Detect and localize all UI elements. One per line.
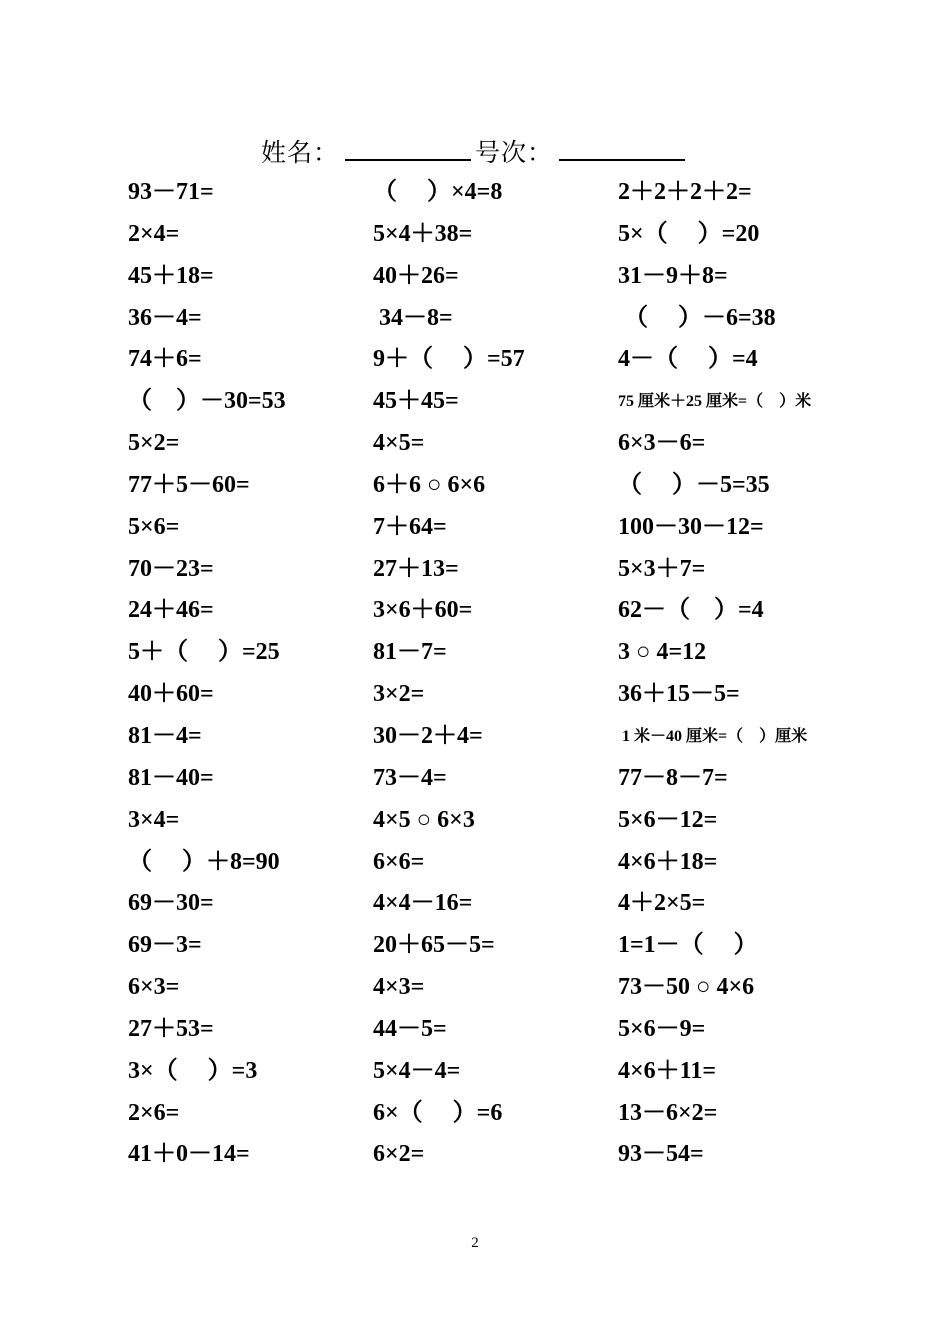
problem-cell: 81－40= xyxy=(128,764,214,791)
problem-cell: 7＋64= xyxy=(373,513,447,540)
problem-cell: 5＋（ ）=25 xyxy=(128,639,280,666)
problem-cell: （ ）－6=38 xyxy=(618,304,776,331)
problem-cell: （ ）－5=35 xyxy=(618,471,770,498)
problem-cell: 77＋5－60= xyxy=(128,471,250,498)
problem-cell: 27＋13= xyxy=(373,555,459,582)
problem-cell: 5×2= xyxy=(128,430,180,457)
problem-cell: 40＋26= xyxy=(373,262,459,289)
problem-cell: 75 厘米＋25 厘米=（ ）米 xyxy=(618,393,812,411)
problem-cell: 5×（ ）=20 xyxy=(618,220,760,247)
problem-cell: 93－54= xyxy=(618,1141,704,1168)
problem-cell: 93－71= xyxy=(128,179,214,205)
problem-cell: 3×4= xyxy=(128,806,180,833)
problem-cell: 4×5= xyxy=(373,430,425,457)
problem-cell: 5×6－9= xyxy=(618,1015,706,1042)
problem-cell: 31－9＋8= xyxy=(618,262,728,289)
problem-cell: 3×2= xyxy=(373,681,425,708)
problem-cell: 5×6－12= xyxy=(618,806,718,833)
name-blank-line[interactable] xyxy=(345,133,471,161)
problem-cell: 6×2= xyxy=(373,1141,425,1168)
problem-cell: 1 米－40 厘米=（ ）厘米 xyxy=(618,727,808,745)
problem-cell: 6＋6 ○ 6×6 xyxy=(373,471,486,498)
problem-cell: 36＋15－5= xyxy=(618,681,740,708)
problem-cell: 2×6= xyxy=(128,1099,180,1126)
problem-cell: 4×4－16= xyxy=(373,890,473,917)
problem-cell: 6×6= xyxy=(373,848,425,875)
problem-cell: 36－4= xyxy=(128,304,202,331)
problem-cell: 40＋60= xyxy=(128,681,214,708)
problem-cell: 4×5 ○ 6×3 xyxy=(373,806,475,833)
problem-cell: （ ）×4=8 xyxy=(373,179,503,205)
problem-cell: 2＋2＋2＋2= xyxy=(618,179,752,205)
problem-cell: 3×（ ）=3 xyxy=(128,1057,258,1084)
problem-cell: 13－6×2= xyxy=(618,1099,718,1126)
problem-cell: （ ）＋8=90 xyxy=(128,848,280,875)
problem-cell: 62－（ ）=4 xyxy=(618,597,764,624)
problem-cell: 3 ○ 4=12 xyxy=(618,639,707,666)
worksheet-header xyxy=(0,133,950,172)
problem-cell: 5×4－4= xyxy=(373,1057,461,1084)
problem-cell: 34－8= xyxy=(373,304,453,331)
number-label: 号次： xyxy=(475,140,554,167)
problem-cell: 81－4= xyxy=(128,722,202,749)
page-number: 2 xyxy=(471,1235,479,1251)
problem-cell: 6×3－6= xyxy=(618,430,706,457)
problem-cell: 73－4= xyxy=(373,764,447,791)
problem-cell: 27＋53= xyxy=(128,1015,214,1042)
problem-cell: 100－30－12= xyxy=(618,513,764,540)
problem-cell: 4×3= xyxy=(373,974,425,1001)
problem-cell: （ ）－30=53 xyxy=(128,388,286,415)
problem-cell: 3×6＋60= xyxy=(373,597,473,624)
problem-cell: 6×3= xyxy=(128,974,180,1001)
problem-cell: 81－7= xyxy=(373,639,447,666)
problem-cell: 70－23= xyxy=(128,555,214,582)
problem-cell: 73－50 ○ 4×6 xyxy=(618,974,755,1001)
problem-cell: 24＋46= xyxy=(128,597,214,624)
problem-cell: 74＋6= xyxy=(128,346,202,373)
problem-cell: 4＋2×5= xyxy=(618,890,706,917)
number-blank-line[interactable] xyxy=(559,133,685,161)
problem-cell: 9＋（ ）=57 xyxy=(373,346,525,373)
problem-cell: 45＋45= xyxy=(373,388,459,415)
problem-grid xyxy=(128,172,858,1176)
problem-cell: 6×（ ）=6 xyxy=(373,1099,503,1126)
problem-cell: 20＋65－5= xyxy=(373,932,495,959)
problem-cell: 30－2＋4= xyxy=(373,722,483,749)
problem-cell: 44－5= xyxy=(373,1015,447,1042)
problem-cell: 4×6＋18= xyxy=(618,848,718,875)
problem-cell: 1=1－（ ） xyxy=(618,932,758,959)
name-label: 姓名： xyxy=(260,140,339,167)
problem-cell: 2×4= xyxy=(128,220,180,247)
problem-cell: 69－30= xyxy=(128,890,214,917)
problem-cell: 5×4＋38= xyxy=(373,220,473,247)
problem-cell: 69－3= xyxy=(128,932,202,959)
problem-cell: 41＋0－14= xyxy=(128,1141,250,1168)
problem-cell: 5×3＋7= xyxy=(618,555,706,582)
problem-cell: 45＋18= xyxy=(128,262,214,289)
problem-cell: 4－（ ）=4 xyxy=(618,346,758,373)
problem-cell: 77－8－7= xyxy=(618,764,728,791)
problem-cell: 5×6= xyxy=(128,513,180,540)
problem-cell: 4×6＋11= xyxy=(618,1057,717,1084)
